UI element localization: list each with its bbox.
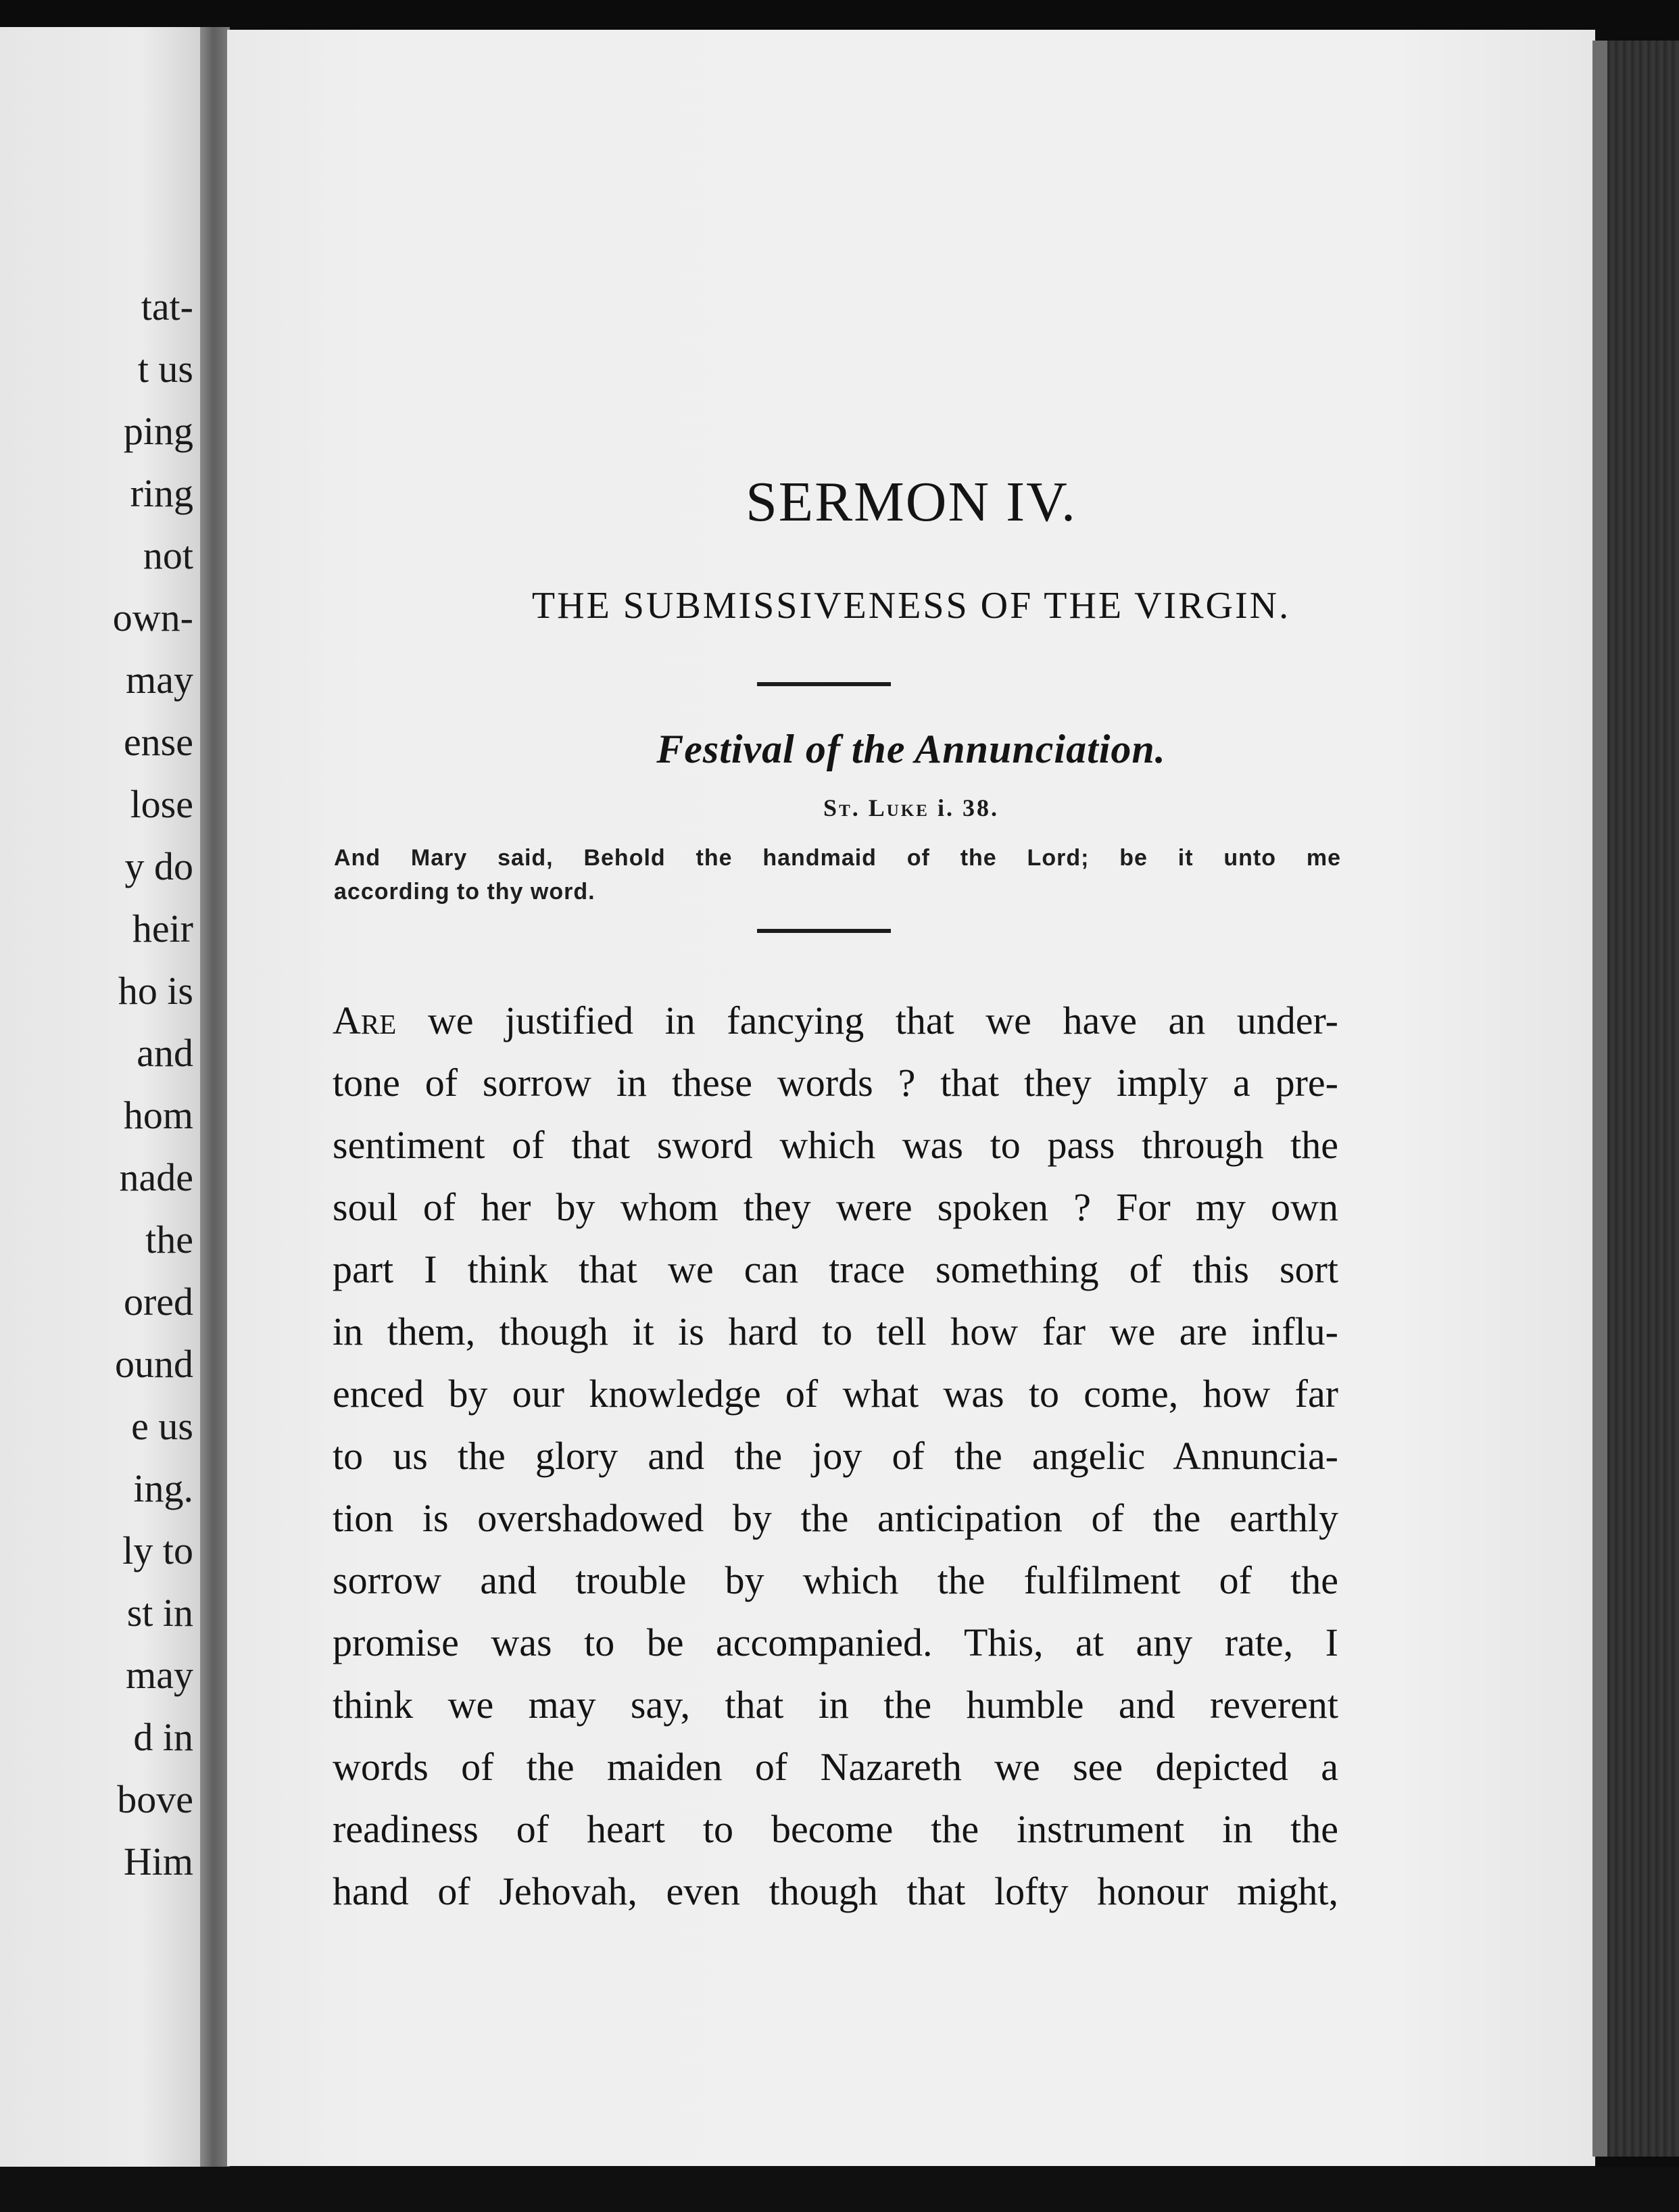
body-line: words of the maiden of Nazareth we see depicted a (333, 1745, 1338, 1789)
left-line: ense (123, 720, 193, 764)
first-word: Are (333, 999, 397, 1042)
left-line: t us (137, 347, 193, 391)
body-line: think we may say, that in the humble and reverent (333, 1683, 1338, 1727)
epigraph-line: And Mary said, Behold the handmaid of the Lord; be it unto me (334, 845, 1341, 871)
body-line: soul of her by whom they were spoken ? For my own (333, 1185, 1338, 1229)
left-line: d in (133, 1715, 193, 1759)
sermon-subtitle: THE SUBMISSIVENESS OF THE VIRGIN. (531, 585, 1291, 627)
body-line (333, 990, 1338, 1052)
body-line: sentiment of that sword which was to pass through the (333, 1123, 1338, 1167)
left-line: ored (123, 1280, 193, 1324)
body-line: in them, though it is hard to tell how far we are influ- (333, 1309, 1338, 1353)
left-line: lose (130, 782, 193, 826)
sermon-title: SERMON IV. (746, 471, 1077, 533)
festival-heading: Festival of the Annunciation. (656, 727, 1166, 771)
left-page-text (113, 276, 193, 1893)
left-line: own- (112, 596, 193, 640)
scripture-reference (227, 794, 1595, 822)
left-line: nade (119, 1155, 193, 1199)
body-line: hand of Jehovah, even though that lofty honour might, (333, 1869, 1338, 1913)
left-line: tat- (141, 285, 193, 329)
left-line: y do (124, 844, 193, 888)
body-line: tone of sorrow in these words ? that they imply a pre- (333, 1061, 1338, 1105)
scripture-verse: i. 38. (937, 794, 999, 821)
page-block-edge-highlight (1592, 41, 1607, 2157)
left-line: hom (123, 1093, 193, 1137)
first-line-rest: we justified in fancying that we have an under- (396, 999, 1338, 1042)
left-facing-page (0, 27, 203, 2167)
body-line: promise was to be accompanied. This, at any rate, I (333, 1620, 1338, 1664)
left-line: may (126, 658, 193, 702)
left-line: heir (132, 907, 193, 951)
main-page (227, 30, 1595, 2166)
left-line: the (145, 1218, 193, 1261)
left-line: st in (126, 1591, 193, 1635)
left-line: e us (131, 1404, 193, 1448)
scan-bottom-margin (0, 2167, 1679, 2212)
left-line: ly to (122, 1529, 193, 1572)
left-line: Him (123, 1840, 193, 1883)
body-line: part I think that we can trace something of this sort (333, 1247, 1338, 1291)
body-line: to us the glory and the joy of the angelic Annuncia- (333, 1434, 1338, 1478)
left-line: and (137, 1031, 193, 1075)
body-line: tion is overshadowed by the anticipation of the earthly (333, 1496, 1338, 1540)
left-line: ound (115, 1342, 193, 1386)
left-line: ing. (133, 1466, 193, 1510)
epigraph (334, 841, 1341, 909)
body-line: readiness of heart to become the instrument in the (333, 1807, 1338, 1851)
body-text (333, 990, 1338, 1923)
epigraph-line: according to thy word. (334, 879, 595, 905)
left-line: may (126, 1653, 193, 1697)
body-line: sorrow and trouble by which the fulfilment of the (333, 1558, 1338, 1602)
book-gutter (200, 27, 230, 2167)
scripture-book: St. Luke (823, 794, 929, 821)
left-line: ring (130, 471, 193, 515)
divider-rule-bottom (757, 929, 891, 933)
left-line: bove (117, 1777, 193, 1821)
left-line: ho is (118, 969, 193, 1013)
left-line: ping (123, 409, 193, 453)
left-line: not (143, 533, 193, 577)
divider-rule-top (757, 682, 891, 686)
body-line: enced by our knowledge of what was to come, how far (333, 1372, 1338, 1416)
